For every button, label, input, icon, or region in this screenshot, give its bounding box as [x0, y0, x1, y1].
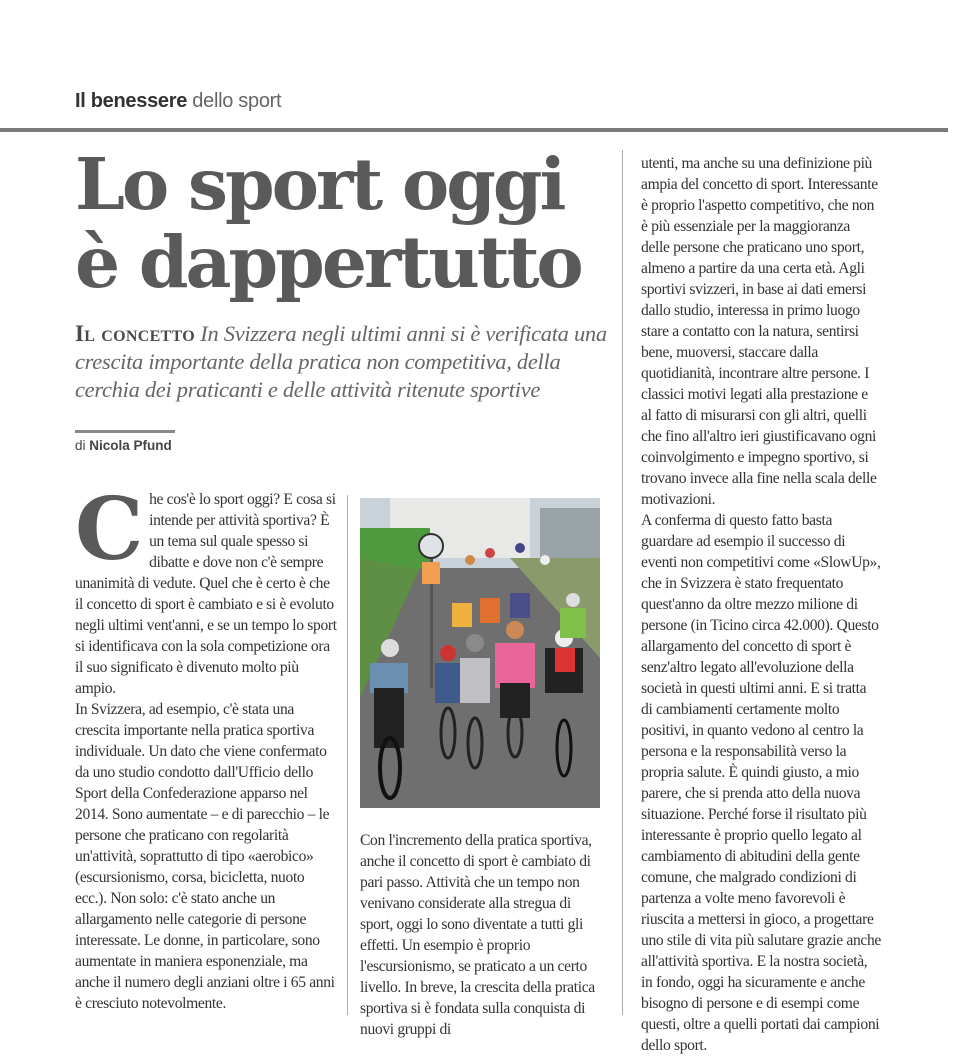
photo-illustration	[360, 498, 600, 808]
byline	[75, 438, 172, 453]
article-column-3	[641, 153, 881, 1056]
section-subtitle: dello sport	[192, 90, 282, 112]
article-column-2	[360, 830, 600, 1040]
article-column-1	[75, 479, 337, 1014]
drop-cap: C	[75, 479, 144, 580]
section-header	[75, 90, 281, 113]
subhead-kicker: Il concetto	[75, 321, 195, 346]
cyclists-photo	[360, 498, 600, 808]
author-name: Nicola Pfund	[89, 438, 172, 453]
paragraph: Con l'incremento della pratica sportiva, anche il concetto di sport è cambiato di pari passo. Attività che un tempo non venivano considerate alla stregua di sport, oggi lo sono diventate a tutti gli effetti. Un esempio è proprio l'escursionismo, se praticato a un certo livello. In breve, la crescita della pratica sportiva si è fondata sulla conquista di nuovi gruppi di	[360, 832, 595, 1038]
section-title: Il benessere	[75, 90, 188, 112]
paragraph: utenti, ma anche su una definizione più ampia del concetto di sport. Interessante è proprio l'aspetto competitivo, che non è più essenziale per la maggioranza delle persone che praticano uno sport, almeno a partire da una certa età. Agli sportivi svizzeri, in base ai dati emersi dallo studio, interessa in primo luogo stare a contatto con la natura, sentirsi bene, muoversi, staccare dalla quotidianità, incontrare altre persone. I classici motivi legati alla prestazione e al fatto di misurarsi con gli altri, quelli che fino all'altro ieri giustificavano ogni coinvolgimento e impegno sportivo, si trovano invece alla fine nella scala delle motivazioni.	[641, 155, 878, 508]
header-rule	[0, 128, 948, 132]
paragraph: he cos'è lo sport oggi? E cosa si intende per attività sportiva? È un tema sul quale spesso si dibatte e dove non c'è sempre unanimità di vedute. Quel che è certo è che il concetto di sport è cambiato e si è evoluto negli ultimi vent'anni, e se un tempo lo sport si identificava con la sola competizione ora il suo significato è divenuto molto più ampio.	[75, 491, 337, 697]
headline	[75, 142, 635, 304]
headline-line-2: è dappertutto	[75, 220, 581, 304]
column-divider	[622, 150, 623, 1015]
subhead-text: In Svizzera negli ultimi anni si è verificata una crescita importante della pratica non competitiva, della cerchia dei praticanti e delle attività ritenute sportive	[75, 321, 607, 402]
column-divider	[347, 495, 348, 1015]
byline-prefix: di	[75, 438, 86, 453]
paragraph: A conferma di questo fatto basta guardare ad esempio il successo di eventi non competitivi come «SlowUp», che in Svizzera è stato frequentato quest'anno da oltre mezzo milione di persone (in Ticino circa 42.000). Questo allargamento del concetto di sport è senz'altro legato all'evoluzione della società in questi ultimi anni. E si tratta di cambiamenti certamente molto positivi, in quanto vedono al centro la persona e la responsabilità verso la propria salute. È quindi giusto, a mio parere, che si prenda atto della nuova situazione. Perché forse il risultato più interessante è proprio quello legato al cambiamento di abitudini della gente comune, che malgrado condizioni di partenza a volte meno favorevoli è riuscita a mettersi in gioco, a progettare uno stile di vita più salutare grazie anche all'attività sportiva. E la nostra società, in fondo, oggi ha sicuramente e anche bisogno di persone e di esempi come questi, oltre a quelli portati dai campioni dello sport.	[641, 512, 881, 1054]
subheadline	[75, 320, 615, 404]
byline-divider	[75, 430, 175, 433]
headline-line-1: Lo sport oggi	[75, 142, 564, 226]
paragraph: In Svizzera, ad esempio, c'è stata una crescita importante nella pratica sportiva individuale. Un dato che viene confermato da uno studio condotto dall'Ufficio dello Sport della Confederazione apparso nel 2014. Sono aumentate – e di parecchio – le persone che praticano con regolarità un'attività, soprattutto di tipo «aerobico» (escursionismo, corsa, bicicletta, nuoto ecc.). Non solo: c'è stato anche un allargamento nelle categorie di persone interessate. Le donne, in particolare, sono aumentate in maniera esponenziale, ma anche il numero degli anziani oltre i 65 anni è cresciuto notevolmente.	[75, 701, 335, 1012]
